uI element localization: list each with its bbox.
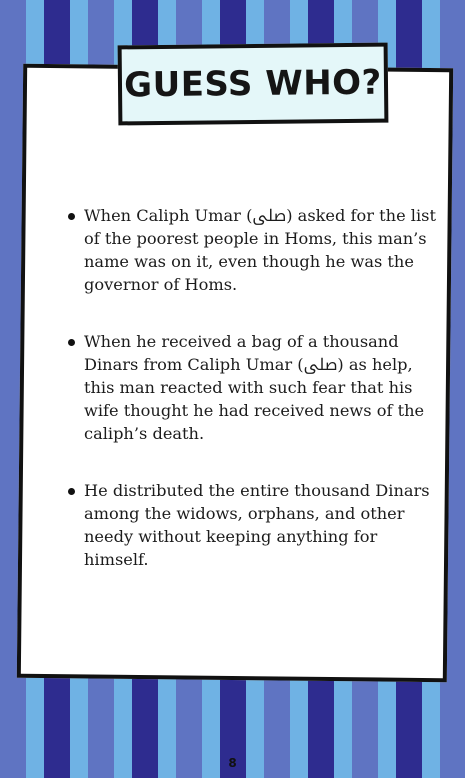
bullet-item xyxy=(66,204,436,296)
bullet-item xyxy=(66,479,436,571)
bullet-list xyxy=(66,204,436,605)
bullet-text: He distributed the entire thousand Dinars among the widows, orphans, and other needy without keeping anything for himself. xyxy=(84,481,430,569)
page-number: 8 xyxy=(228,756,237,770)
bullet-dot-icon xyxy=(68,339,75,346)
title-box xyxy=(118,43,389,126)
bullet-dot-icon xyxy=(68,213,75,220)
bullet-text: When Caliph Umar (ﷹ) asked for the list of the poorest people in Homs, this man’s name was on it, even though he was the governor of Homs. xyxy=(84,206,436,294)
bullet-text: When he received a bag of a thousand Dinars from Caliph Umar (ﷹ) as help, this man reacted with such fear that his wife thought he had received news of the caliph’s death. xyxy=(84,332,425,443)
bullet-dot-icon xyxy=(68,488,75,495)
bullet-item xyxy=(66,330,436,445)
page-title: GUESS WHO? xyxy=(123,62,382,106)
